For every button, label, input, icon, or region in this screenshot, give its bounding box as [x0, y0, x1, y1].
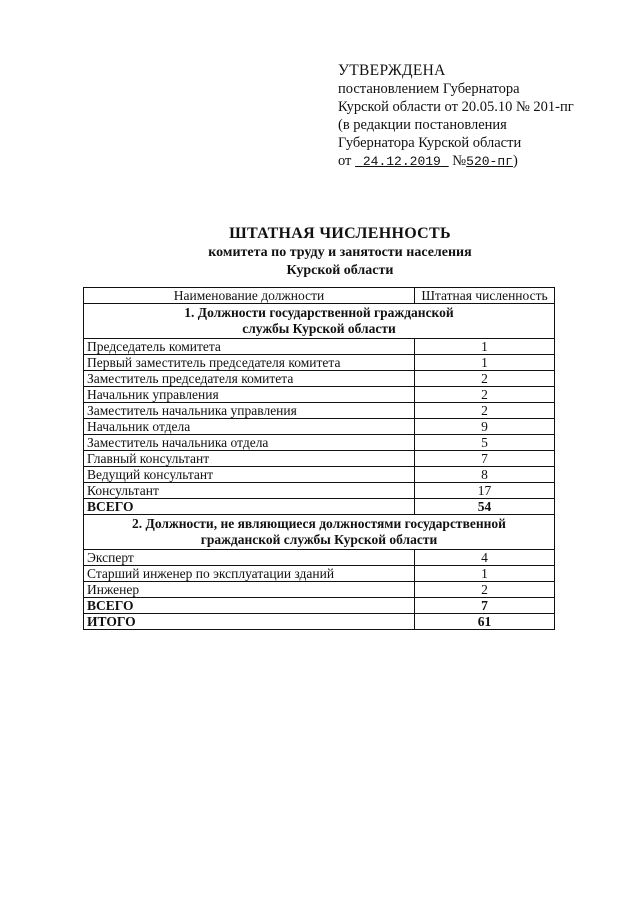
staff-count: 2 [415, 387, 555, 403]
approval-stamp [338, 62, 628, 171]
staff-count: 1 [415, 566, 555, 582]
approval-number-prefix: № [452, 153, 467, 169]
position-name: Заместитель начальника отдела [84, 435, 415, 451]
table-row [84, 582, 555, 598]
staff-count: 2 [415, 582, 555, 598]
total-value: 7 [415, 598, 555, 614]
total-value: 54 [415, 499, 555, 515]
table-row [84, 483, 555, 499]
section-total-row [84, 499, 555, 515]
table-row [84, 371, 555, 387]
position-name: Заместитель председателя комитета [84, 371, 415, 387]
total-label: ВСЕГО [84, 598, 415, 614]
staff-count: 5 [415, 435, 555, 451]
header-position-name: Наименование должности [84, 288, 415, 304]
position-name: Инженер [84, 582, 415, 598]
position-name: Председатель комитета [84, 339, 415, 355]
table-row [84, 403, 555, 419]
staff-count: 1 [415, 355, 555, 371]
title-main: ШТАТНАЯ ЧИСЛЕННОСТЬ [229, 225, 451, 242]
position-name: Старший инженер по эксплуатации зданий [84, 566, 415, 582]
approval-number: 520-пг [466, 154, 513, 169]
approval-line-1: постановлением Губернатора [338, 81, 520, 97]
position-name: Начальник управления [84, 387, 415, 403]
approval-line-3: (в редакции постановления [338, 117, 507, 133]
margin-mark [629, 20, 637, 60]
staffing-table [83, 287, 555, 630]
table-header-row [84, 288, 555, 304]
approval-heading: УТВЕРЖДЕНА [338, 62, 446, 79]
section-header-row [84, 515, 555, 550]
position-name: Консультант [84, 483, 415, 499]
section-title [84, 515, 555, 550]
table-row [84, 467, 555, 483]
section-title [84, 304, 555, 339]
section-title-line-1: 2. Должности, не являющиеся должностями государственной [132, 516, 506, 531]
title-sub-2: Курской области [286, 263, 394, 278]
table-row [84, 419, 555, 435]
position-name: Главный консультант [84, 451, 415, 467]
section-total-row [84, 598, 555, 614]
approval-from-prefix: от [338, 153, 352, 169]
table-row [84, 566, 555, 582]
section-title-line-2: гражданской службы Курской области [200, 532, 438, 547]
approval-closing: ) [512, 153, 518, 169]
table-row [84, 451, 555, 467]
section-title-line-2: службы Курской области [242, 321, 396, 336]
section-header-row [84, 304, 555, 339]
approval-date-line [338, 152, 628, 171]
position-name: Эксперт [84, 550, 415, 566]
staff-count: 7 [415, 451, 555, 467]
total-label: ИТОГО [84, 614, 415, 630]
title-sub-1: комитета по труду и занятости населения [208, 245, 472, 260]
position-name: Заместитель начальника управления [84, 403, 415, 419]
table-row [84, 550, 555, 566]
table-row [84, 387, 555, 403]
approval-line-4: Губернатора Курской области [338, 135, 522, 151]
staff-count: 1 [415, 339, 555, 355]
position-name: Ведущий консультант [84, 467, 415, 483]
grand-total-row [84, 614, 555, 630]
document-title [80, 224, 600, 280]
total-label: ВСЕГО [84, 499, 415, 515]
table-row [84, 435, 555, 451]
table-row [84, 355, 555, 371]
total-value: 61 [415, 614, 555, 630]
table-row [84, 339, 555, 355]
staff-count: 2 [415, 371, 555, 387]
staff-count: 8 [415, 467, 555, 483]
approval-date: 24.12.2019 [362, 154, 441, 169]
position-name: Начальник отдела [84, 419, 415, 435]
header-staff-count: Штатная численность [415, 288, 555, 304]
position-name: Первый заместитель председателя комитета [84, 355, 415, 371]
approval-line-2: Курской области от 20.05.10 № 201-пг [338, 99, 574, 115]
section-title-line-1: 1. Должности государственной гражданской [184, 305, 454, 320]
staff-count: 9 [415, 419, 555, 435]
staff-count: 17 [415, 483, 555, 499]
staff-count: 4 [415, 550, 555, 566]
staff-count: 2 [415, 403, 555, 419]
